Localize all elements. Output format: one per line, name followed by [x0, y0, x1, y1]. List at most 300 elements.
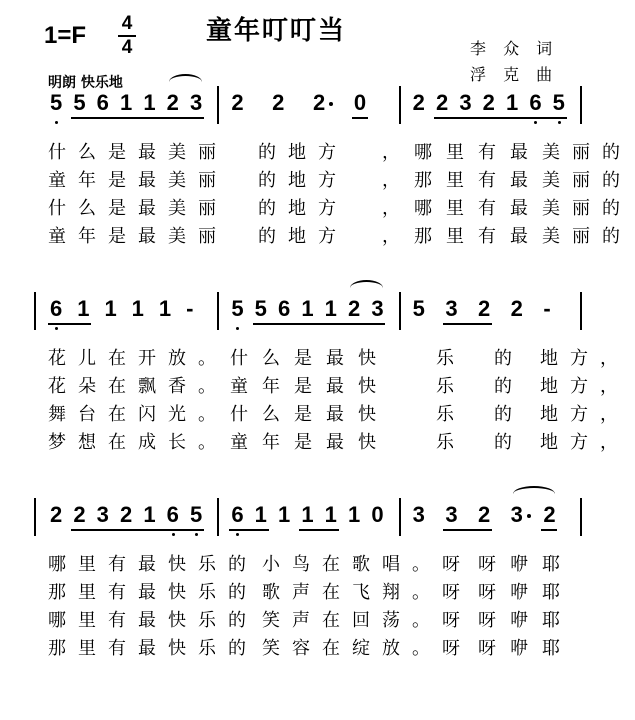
lyric-char: 什 — [48, 198, 66, 219]
lyric-char: 咿 — [510, 638, 528, 659]
lyric-char: 在 — [322, 610, 340, 631]
lyric-char: 快 — [358, 348, 376, 369]
lyric-char: 最 — [138, 226, 156, 247]
note: 1 — [301, 502, 314, 527]
lyric-char: 里 — [78, 554, 96, 575]
eighth-underline — [118, 117, 143, 119]
bar-line — [217, 86, 219, 124]
lyric-char: 乐 — [436, 376, 454, 397]
lyric-char: 什 — [230, 348, 248, 369]
lyric-char: 年 — [78, 170, 96, 191]
note: 6 — [231, 502, 244, 527]
lyric-char: 方 — [318, 170, 336, 191]
lyric-char: 有 — [478, 198, 496, 219]
lyric-char: 是 — [294, 376, 312, 397]
eighth-underline — [299, 323, 324, 325]
lyric-char: 快 — [168, 610, 186, 631]
bar-line — [217, 498, 219, 536]
lower-octave-dot — [195, 533, 198, 536]
note: 1 — [158, 296, 172, 321]
note: 2 — [348, 296, 361, 321]
lyric-char: 地 — [540, 376, 558, 397]
song-title: 童年叮叮当 — [206, 16, 347, 46]
lyric-char: 呀 — [442, 610, 460, 631]
lyric-char: 快 — [168, 638, 186, 659]
eighth-underline — [141, 117, 166, 119]
lyric-char: 丽 — [572, 226, 590, 247]
notation-row — [0, 498, 635, 538]
lyric-char: 丽 — [198, 226, 216, 247]
lyric-char: 么 — [78, 198, 96, 219]
note: 5 — [231, 296, 244, 321]
lyric-char: 的 — [258, 170, 276, 191]
lyricist-credit: 李 众 词 — [470, 39, 559, 58]
bar-line — [580, 86, 582, 124]
time-signature — [118, 14, 136, 58]
bar-line — [399, 292, 401, 330]
lyric-char: 最 — [326, 432, 344, 453]
lower-octave-dot — [236, 533, 239, 536]
lyric-char: ， — [382, 226, 400, 247]
lyric-char: 地 — [288, 142, 306, 163]
note: 2 — [50, 502, 63, 527]
bar-line — [580, 292, 582, 330]
note: 5 — [254, 296, 267, 321]
lyric-char: 丽 — [198, 198, 216, 219]
note: 2 — [313, 90, 326, 115]
note: 2 — [412, 90, 425, 115]
lyric-char: ， — [600, 404, 618, 425]
lyric-char: 闪 — [138, 404, 156, 425]
lyric-char: 童 — [230, 376, 248, 397]
note: 1 — [77, 296, 90, 321]
lyric-char: 容 — [292, 638, 310, 659]
lyric-char: 朵 — [78, 376, 96, 397]
note: 5 — [190, 502, 203, 527]
lyric-char: 的 — [228, 610, 246, 631]
slur — [350, 280, 383, 296]
lyric-char: 在 — [322, 638, 340, 659]
lyric-char: 有 — [108, 554, 126, 575]
lyric-char: 的 — [258, 226, 276, 247]
lyric-char: ， — [600, 432, 618, 453]
lower-octave-dot — [534, 121, 537, 124]
note: 2 — [120, 502, 133, 527]
note: 2 — [231, 90, 244, 115]
lyric-char: 么 — [262, 404, 280, 425]
lyric-char: 绽 — [352, 638, 370, 659]
note: 2 — [166, 90, 179, 115]
note: 2 — [510, 296, 523, 321]
lyric-char: 在 — [108, 404, 126, 425]
note: 2 — [436, 90, 449, 115]
lyric-char: 那 — [48, 638, 66, 659]
bar-line — [34, 498, 36, 536]
note: 3 — [371, 296, 384, 321]
lyric-char: 的 — [494, 376, 512, 397]
eighth-underline — [276, 323, 301, 325]
lyric-char: 歌 — [262, 582, 280, 603]
eighth-underline — [75, 323, 91, 325]
lyric-char: 那 — [414, 170, 432, 191]
lyric-char: 方 — [318, 198, 336, 219]
lyric-char: 飞 — [352, 582, 370, 603]
lyric-char: 的 — [228, 638, 246, 659]
lyric-char: 是 — [294, 348, 312, 369]
lyric-char: 童 — [48, 170, 66, 191]
eighth-underline — [253, 529, 269, 531]
lyric-char: 在 — [322, 554, 340, 575]
lyric-char: 的 — [602, 142, 620, 163]
lyric-char: 丽 — [572, 142, 590, 163]
lyric-char: 最 — [138, 638, 156, 659]
lyric-char: 呀 — [442, 582, 460, 603]
lyric-char: 想 — [78, 432, 96, 453]
lyric-char: 唱 — [382, 554, 400, 575]
lyric-char: 乐 — [198, 554, 216, 575]
note: 1 — [348, 502, 361, 527]
notation-row — [0, 292, 635, 332]
lyric-char: 地 — [288, 198, 306, 219]
eighth-underline — [541, 529, 557, 531]
lyric-char: 哪 — [414, 198, 432, 219]
bar-line — [34, 292, 36, 330]
lyric-char: 翔 — [382, 582, 400, 603]
lyric-char: 呀 — [442, 638, 460, 659]
lyric-char: 么 — [78, 142, 96, 163]
lyric-char: 声 — [292, 610, 310, 631]
lyric-char: 荡 — [382, 610, 400, 631]
lyric-char: 最 — [510, 226, 528, 247]
note: 5 — [552, 90, 565, 115]
lyric-char: 在 — [108, 432, 126, 453]
lyric-char: 快 — [168, 582, 186, 603]
time-signature-bottom: 4 — [121, 37, 133, 58]
note: 2 — [482, 90, 495, 115]
lyric-char: 方 — [570, 404, 588, 425]
eighth-underline — [434, 117, 459, 119]
lyric-char: 在 — [322, 582, 340, 603]
lower-octave-dot — [55, 121, 58, 124]
lyric-char: 美 — [168, 142, 186, 163]
note: 1 — [143, 90, 156, 115]
note: 1 — [278, 502, 291, 527]
eighth-underline — [188, 117, 204, 119]
lyric-char: 的 — [228, 582, 246, 603]
lyric-char: 年 — [78, 226, 96, 247]
lyric-char: 飘 — [138, 376, 156, 397]
lyric-char: 方 — [570, 376, 588, 397]
note: 1 — [301, 296, 314, 321]
lyric-char: 乐 — [436, 348, 454, 369]
lyric-char: 在 — [108, 376, 126, 397]
lyric-char: 梦 — [48, 432, 66, 453]
lyric-char: 的 — [494, 404, 512, 425]
lyric-char: 里 — [78, 610, 96, 631]
augmentation-dot — [329, 102, 333, 106]
eighth-underline — [443, 529, 478, 531]
lyric-char: 美 — [542, 142, 560, 163]
note: 1 — [143, 502, 156, 527]
note: 6 — [529, 90, 542, 115]
lower-octave-dot — [558, 121, 561, 124]
lyric-char: 快 — [358, 432, 376, 453]
lyric-char: 台 — [78, 404, 96, 425]
lyric-char: 美 — [542, 198, 560, 219]
note: 3 — [459, 90, 472, 115]
lyric-char: 放 — [382, 638, 400, 659]
lyric-char: 美 — [542, 226, 560, 247]
lyric-char: 回 — [352, 610, 370, 631]
eighth-underline — [95, 529, 120, 531]
note: 1 — [506, 90, 519, 115]
lyric-char: 丽 — [198, 170, 216, 191]
lyric-char: 有 — [108, 638, 126, 659]
note: 1 — [104, 296, 117, 321]
lyric-char: 是 — [108, 170, 126, 191]
lyric-char: 地 — [288, 226, 306, 247]
lyric-char: 里 — [446, 142, 464, 163]
lyric-char: 童 — [48, 226, 66, 247]
lyric-char: 什 — [230, 404, 248, 425]
note: 1 — [254, 502, 267, 527]
lyric-char: 方 — [318, 142, 336, 163]
lyric-char: 是 — [294, 404, 312, 425]
lyric-char: 放 — [168, 348, 186, 369]
lyric-char: 地 — [540, 404, 558, 425]
lower-octave-dot — [55, 327, 58, 330]
eighth-underline — [457, 117, 482, 119]
eighth-underline — [323, 529, 339, 531]
lyric-char: 最 — [510, 198, 528, 219]
composer-credit: 浮 克 曲 — [470, 65, 559, 84]
note: 2 — [272, 90, 285, 115]
note: 6 — [278, 296, 291, 321]
lyric-char: 成 — [138, 432, 156, 453]
lyric-char: 咿 — [510, 554, 528, 575]
lyric-char: 是 — [108, 142, 126, 163]
eighth-underline — [346, 323, 371, 325]
lyric-char: 呀 — [442, 554, 460, 575]
eighth-underline — [551, 117, 567, 119]
eighth-underline — [443, 323, 478, 325]
lyric-char: 呀 — [478, 582, 496, 603]
note: - — [186, 296, 194, 321]
notation-row — [0, 86, 635, 126]
lyric-char: 花 — [48, 376, 66, 397]
lyric-char: 方 — [318, 226, 336, 247]
lyric-char: 是 — [108, 226, 126, 247]
lyric-char: 快 — [358, 376, 376, 397]
bar-line — [580, 498, 582, 536]
lyric-char: 地 — [540, 348, 558, 369]
eighth-underline — [118, 529, 143, 531]
lyric-char: ， — [382, 142, 400, 163]
eighth-underline — [527, 117, 552, 119]
note: 5 — [73, 90, 86, 115]
note: 3 — [510, 502, 523, 527]
time-signature-top: 4 — [121, 13, 133, 34]
eighth-underline — [165, 117, 190, 119]
lyric-char: 最 — [326, 404, 344, 425]
lyric-char: 最 — [138, 142, 156, 163]
eighth-underline — [352, 117, 368, 119]
eighth-underline — [229, 529, 254, 531]
lyric-char: ， — [600, 376, 618, 397]
lyric-char: 乐 — [436, 404, 454, 425]
lyric-char: 方 — [570, 348, 588, 369]
note: 3 — [96, 502, 109, 527]
lyric-char: 花 — [48, 348, 66, 369]
slur — [513, 486, 556, 502]
lyric-char: 乐 — [436, 432, 454, 453]
lyric-char: 美 — [542, 170, 560, 191]
note: 2 — [73, 502, 86, 527]
note: 6 — [166, 502, 179, 527]
lyric-char: 呀 — [478, 554, 496, 575]
bar-line — [399, 86, 401, 124]
lyric-char: 什 — [48, 142, 66, 163]
eighth-underline — [504, 117, 529, 119]
lyric-char: 最 — [326, 376, 344, 397]
lyric-char: 乐 — [198, 582, 216, 603]
eighth-underline — [299, 529, 324, 531]
lyric-char: 快 — [168, 554, 186, 575]
note: 3 — [445, 502, 458, 527]
lyric-char: ， — [382, 198, 400, 219]
note: 1 — [324, 296, 337, 321]
note: 1 — [131, 296, 144, 321]
key-signature: 1=F — [44, 22, 87, 49]
lyric-char: 里 — [446, 226, 464, 247]
lyric-char: 耶 — [542, 582, 560, 603]
lyric-char: 的 — [494, 432, 512, 453]
lyric-char: 咿 — [510, 582, 528, 603]
lyric-char: ， — [600, 348, 618, 369]
lyric-char: 最 — [138, 170, 156, 191]
lyric-char: ， — [382, 170, 400, 191]
eighth-underline — [71, 529, 96, 531]
note: 2 — [478, 502, 491, 527]
note: 6 — [96, 90, 109, 115]
eighth-underline — [95, 117, 120, 119]
lyric-char: 最 — [510, 170, 528, 191]
lyric-char: 耶 — [542, 610, 560, 631]
lyric-char: 美 — [168, 170, 186, 191]
lyric-char: 最 — [510, 142, 528, 163]
lyric-char: 呀 — [478, 610, 496, 631]
lyric-char: 地 — [540, 432, 558, 453]
lyric-char: 香 — [168, 376, 186, 397]
lyric-char: 的 — [602, 226, 620, 247]
eighth-underline — [165, 529, 190, 531]
lyric-char: 美 — [168, 226, 186, 247]
lyric-char: 哪 — [414, 142, 432, 163]
lyric-char: 的 — [602, 170, 620, 191]
lyric-char: 最 — [138, 582, 156, 603]
lyric-char: 乐 — [198, 610, 216, 631]
lyric-char: 的 — [258, 142, 276, 163]
note: 0 — [353, 90, 367, 115]
lyric-char: 耶 — [542, 638, 560, 659]
note: 6 — [50, 296, 63, 321]
lyric-char: 儿 — [78, 348, 96, 369]
lyric-char: 有 — [478, 142, 496, 163]
lyric-char: 在 — [108, 348, 126, 369]
lyric-char: 哪 — [48, 554, 66, 575]
eighth-underline — [369, 323, 385, 325]
lyric-char: 光 — [168, 404, 186, 425]
lyric-char: 有 — [478, 226, 496, 247]
lyric-char: 。 — [198, 376, 216, 397]
lyric-char: 。 — [198, 432, 216, 453]
note: 3 — [190, 90, 203, 115]
lyric-char: 美 — [168, 198, 186, 219]
lyric-char: 。 — [412, 610, 430, 631]
lyric-char: 呀 — [478, 638, 496, 659]
lyric-char: 地 — [288, 170, 306, 191]
note: - — [543, 296, 551, 321]
lyric-char: 那 — [48, 582, 66, 603]
lyric-char: 里 — [446, 170, 464, 191]
lyric-char: 童 — [230, 432, 248, 453]
lyric-char: 乐 — [198, 638, 216, 659]
eighth-underline — [188, 529, 204, 531]
lyric-char: 咿 — [510, 610, 528, 631]
lyric-char: 年 — [262, 376, 280, 397]
lyric-char: 丽 — [572, 198, 590, 219]
lyric-char: 是 — [108, 198, 126, 219]
lyric-char: 。 — [198, 404, 216, 425]
lyric-char: 笑 — [262, 610, 280, 631]
lyric-char: 鸟 — [292, 554, 310, 575]
tempo-marking: 明朗 快乐地 — [48, 75, 123, 91]
lyric-char: 年 — [262, 432, 280, 453]
lyric-char: 长 — [168, 432, 186, 453]
lyric-char: 歌 — [352, 554, 370, 575]
note: 0 — [371, 502, 384, 527]
lyric-char: 有 — [108, 610, 126, 631]
lyric-char: 笑 — [262, 638, 280, 659]
bar-line — [217, 292, 219, 330]
note: 3 — [445, 296, 458, 321]
lyric-char: 丽 — [572, 170, 590, 191]
augmentation-dot — [527, 514, 531, 518]
note: 2 — [543, 502, 556, 527]
lyric-char: 。 — [412, 554, 430, 575]
eighth-underline — [323, 323, 348, 325]
lyric-char: 方 — [570, 432, 588, 453]
lyric-char: 最 — [138, 554, 156, 575]
lyric-char: 最 — [326, 348, 344, 369]
note: 5 — [50, 90, 63, 115]
lyric-char: 那 — [414, 226, 432, 247]
eighth-underline — [48, 323, 77, 325]
bar-line — [399, 498, 401, 536]
lyric-char: 声 — [292, 582, 310, 603]
eighth-underline — [253, 323, 278, 325]
note: 1 — [324, 502, 337, 527]
note: 2 — [478, 296, 491, 321]
eighth-underline — [71, 117, 96, 119]
note: 5 — [412, 296, 425, 321]
lyric-char: 的 — [228, 554, 246, 575]
lyric-char: 是 — [294, 432, 312, 453]
lyric-char: 。 — [412, 582, 430, 603]
eighth-underline — [476, 529, 492, 531]
eighth-underline — [481, 117, 506, 119]
slur — [169, 74, 202, 90]
